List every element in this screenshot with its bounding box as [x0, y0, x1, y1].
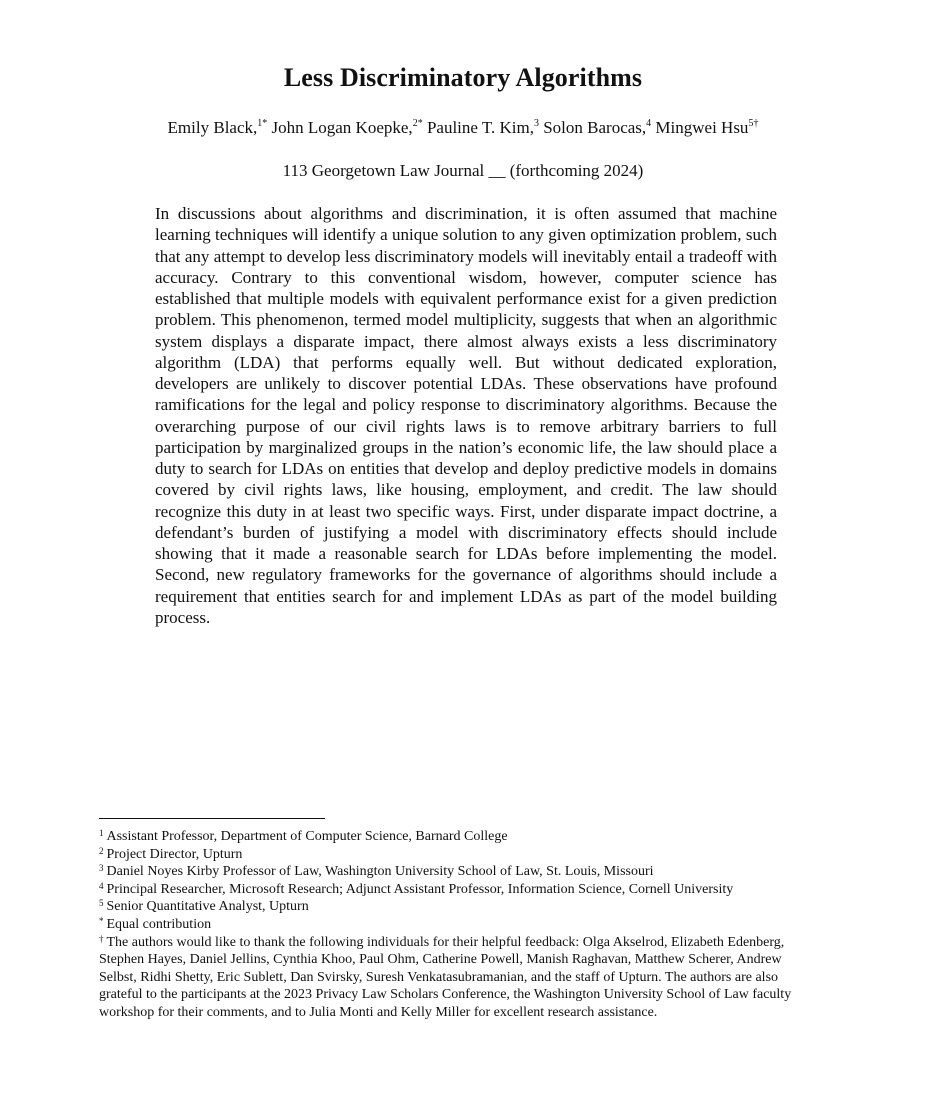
author-affiliation-mark: 2*	[412, 118, 423, 129]
footnote-item	[99, 898, 819, 916]
footnote-mark: †	[99, 933, 104, 944]
author-affiliation-mark: 4	[646, 118, 652, 129]
footnote-text: Equal contribution	[106, 916, 212, 932]
journal-citation: 113 Georgetown Law Journal __ (forthcoming 2024)	[282, 161, 644, 180]
author-affiliation-mark: 1*	[257, 118, 268, 129]
author-name: Mingwei Hsu	[655, 118, 749, 137]
footnote-item	[99, 934, 819, 1022]
footnote-mark: 1	[99, 828, 104, 838]
author-name: Pauline T. Kim,	[426, 118, 534, 137]
author-affiliation-mark: 5†	[748, 118, 759, 129]
footnote-text: Principal Researcher, Microsoft Research; Adjunct Assistant Professor, Information Science, Cornell University	[106, 881, 734, 897]
footnote-mark: 3	[99, 863, 104, 874]
footnote-mark: 2	[99, 845, 104, 856]
author-name: John Logan Koepke,	[271, 118, 413, 137]
footnote-text: Senior Quantitative Analyst, Upturn	[106, 899, 309, 915]
author-list	[0, 118, 926, 138]
footnote-text: Assistant Professor, Department of Computer Science, Barnard College	[106, 829, 508, 844]
footnote-mark: 5	[99, 898, 104, 909]
footnote-mark: *	[99, 915, 104, 926]
footnote-mark: 4	[99, 880, 104, 891]
footnote-item	[99, 846, 819, 864]
footnote-item	[99, 881, 819, 899]
footnote-divider	[99, 818, 325, 819]
author-name: Solon Barocas,	[543, 118, 647, 137]
author-affiliation-mark: 3	[533, 118, 539, 129]
abstract-paragraph: In discussions about algorithms and discrimination, it is often assumed that machine learning techniques will identify a unique solution to any given optimization problem, such that any attempt to develop less discriminatory models will inevitably entail a tradeoff with accuracy. Contrary to this conventional wisdom, however, computer science has established that multiple models with equivalent performance exist for a given prediction problem. This phenomenon, termed model multiplicity, suggests that when an algorithmic system displays a disparate impact, there almost always exists a less discriminatory algorithm (LDA) that performs equally well. But without dedicated exploration, developers are unlikely to discover potential LDAs. These observations have profound ramifications for the legal and policy response to discriminatory algorithms. Because the overarching purpose of our civil rights laws is to remove arbitrary barriers to full participation by marginalized groups in the nation’s economic life, the law should place a duty to search for LDAs on entities that develop and deploy predictive models in domains covered by civil rights laws, like housing, employment, and credit. The law should recognize this duty in at least two specific ways. First, under disparate impact doctrine, a defendant’s burden of justifying a model with discriminatory effects should include showing that it made a reasonable search for LDAs before implementing the model. Second, new regulatory frameworks for the governance of algorithms should include a requirement that entities search for and implement LDAs as part of the model building process.	[155, 204, 777, 627]
footnote-item	[99, 828, 819, 846]
footnote-list	[99, 828, 819, 1022]
author-name: Emily Black,	[167, 118, 258, 137]
paper-title: Less Discriminatory Algorithms	[283, 63, 643, 92]
footnote-text: Project Director, Upturn	[106, 846, 243, 862]
footnote-text: The authors would like to thank the following individuals for their helpful feedback: Olga Akselrod, Elizabeth Edenberg, Stephen Hayes, Daniel Jellins, Cynthia Khoo, Paul Ohm, Catherine Powell, Manish Raghavan, Matthew Scherer, Andrew Selbst, Ridhi Shetty, Eric Sublett, Dan Svirsky, Suresh Venkatasubramanian, and the staff of Upturn. The authors are also grateful to the participants at the 2023 Privacy Law Scholars Conference, the Washington University School of Law faculty workshop for their comments, and to Julia Monti and Kelly Miller for excellent research assistance.	[99, 934, 792, 1020]
footnote-item	[99, 863, 819, 881]
footnote-item	[99, 916, 819, 934]
footnote-text: Daniel Noyes Kirby Professor of Law, Washington University School of Law, St. Louis, Missouri	[106, 864, 654, 880]
